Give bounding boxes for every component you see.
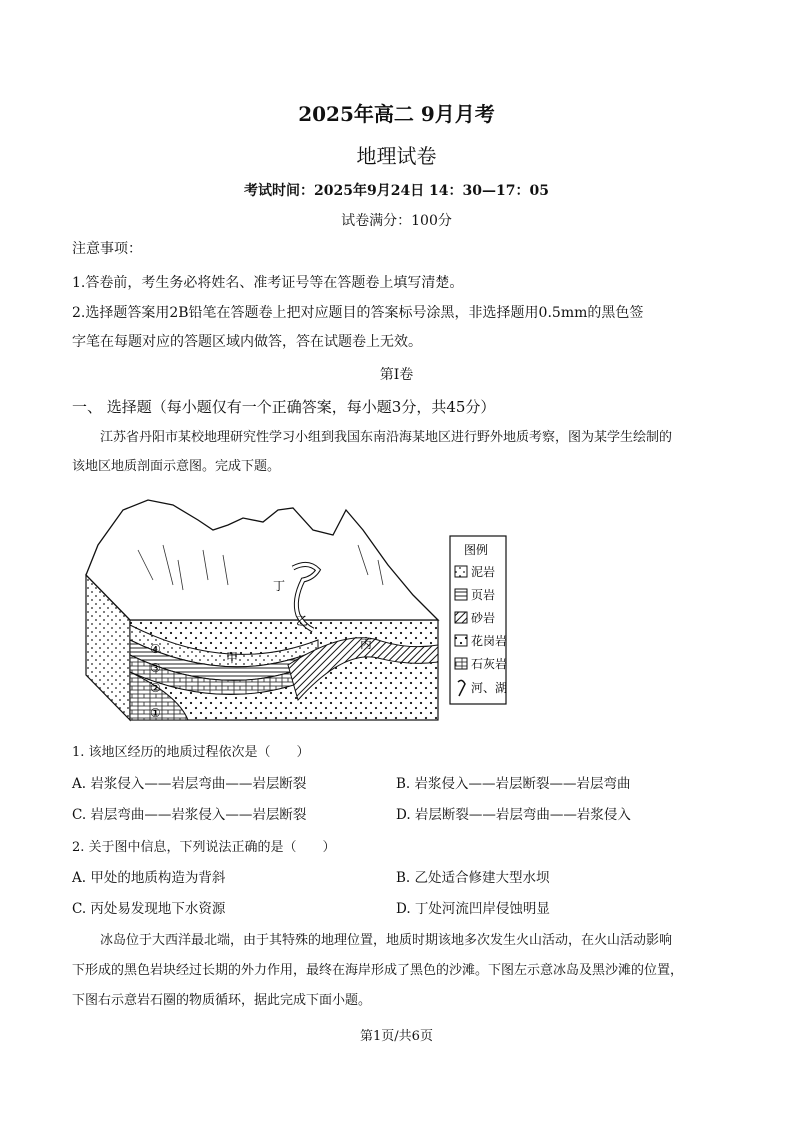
label-ding: 丁 — [273, 579, 286, 593]
label-n4: ④ — [150, 642, 161, 656]
exam-time: 考试时间：2025年9月24日 14：30—17：05 — [244, 183, 549, 199]
legend-mudstone: 泥岩 — [471, 565, 496, 579]
exam-title: 2025年高二 9月月考 — [298, 102, 495, 126]
mountain-surface — [86, 500, 438, 620]
label-bing: 丙 — [360, 637, 373, 651]
notes-heading: 注意事项： — [72, 241, 142, 257]
q1-option-b: B. 岩浆侵入——岩层断裂——岩层弯曲 — [396, 776, 631, 792]
q2-option-c: C. 丙处易发现地下水资源 — [72, 901, 226, 917]
legend-shale: 页岩 — [471, 588, 496, 602]
q2-option-d: D. 丁处河流凹岸侵蚀明显 — [396, 901, 550, 917]
volume-heading: 第Ⅰ卷 — [379, 367, 414, 383]
q1-option-c: C. 岩层弯曲——岩浆侵入——岩层断裂 — [72, 807, 307, 823]
q2-stem: 2. 关于图中信息，下列说法正确的是（ ） — [72, 840, 336, 855]
legend-granite: 花岗岩 — [471, 634, 508, 648]
q1-option-a: A. 岩浆侵入——岩层弯曲——岩层断裂 — [72, 776, 307, 792]
label-jia: 甲 — [226, 651, 239, 665]
label-n1: ① — [150, 706, 161, 720]
section-heading: 一、 选择题（每小题仅有一个正确答案，每小题3分，共45分） — [72, 398, 496, 416]
passage-line-1: 冰岛位于大西洋最北端，由于其特殊的地理位置，地质时期该地多次发生火山活动，在火山活动影响 — [100, 933, 673, 948]
intro-line-2: 该地区地质剖面示意图。完成下题。 — [72, 459, 281, 474]
legend-limestone: 石灰岩 — [471, 657, 508, 671]
legend-title: 图例 — [464, 543, 489, 557]
page-number: 第1页/共6页 — [360, 1029, 433, 1044]
full-score: 试卷满分：100分 — [341, 213, 452, 229]
legend-river: 河、湖 — [471, 681, 508, 695]
subject-title: 地理试卷 — [356, 144, 437, 168]
note-item-1: 1.答卷前，考生务必将姓名、准考证号等在答题卷上填写清楚。 — [72, 275, 464, 291]
q2-option-b: B. 乙处适合修建大型水坝 — [396, 870, 550, 886]
legend-sandstone: 砂岩 — [471, 611, 496, 625]
q1-stem: 1. 该地区经历的地质过程依次是（ ） — [72, 745, 310, 760]
label-n2: ② — [150, 681, 161, 695]
intro-line-1: 江苏省丹阳市某校地理研究性学习小组到我国东南沿海某地区进行野外地质考察，图为某学生绘制的 — [100, 430, 673, 445]
passage-line-3: 下图右示意岩石圈的物质循环，据此完成下面小题。 — [72, 993, 372, 1008]
note-item-2a: 2.选择题答案用2B铅笔在答题卷上把对应题目的答案标号涂黑，非选择题用0.5mm的黑色签 — [72, 305, 644, 321]
label-n3: ③ — [150, 661, 161, 675]
passage-line-2: 下形成的黑色岩块经过长期的外力作用，最终在海岸形成了黑色的沙滩。下图左示意冰岛及黑沙滩的位置， — [72, 963, 684, 978]
label-yi: 乙 — [296, 614, 309, 628]
q2-option-a: A. 甲处的地质构造为背斜 — [72, 870, 226, 886]
q1-option-d: D. 岩层断裂——岩层弯曲——岩浆侵入 — [396, 807, 631, 823]
geology-profile-figure — [78, 490, 508, 730]
note-item-2b: 字笔在每题对应的答题区域内做答，答在试题卷上无效。 — [72, 334, 422, 350]
